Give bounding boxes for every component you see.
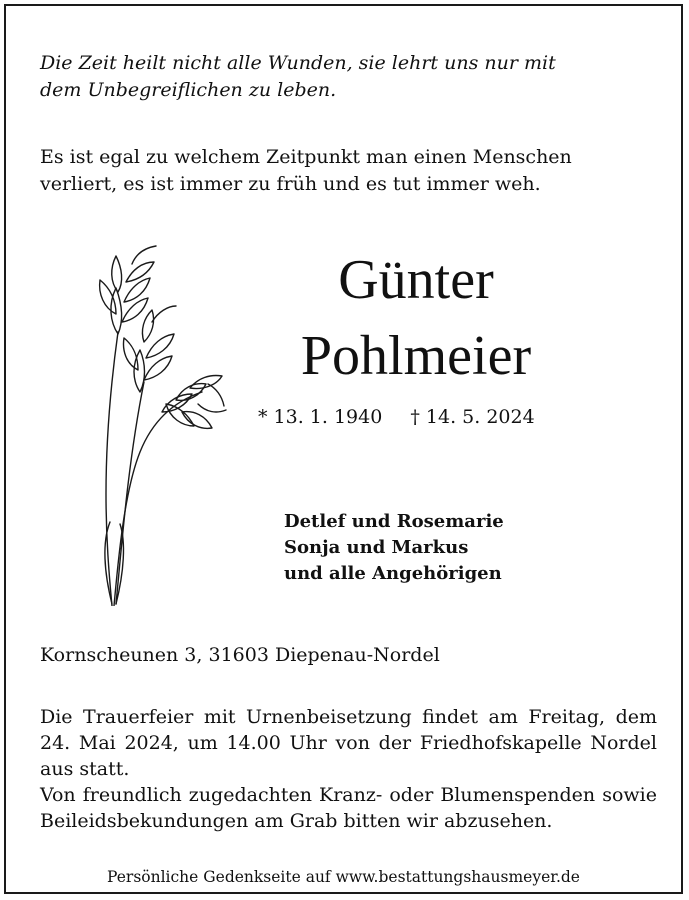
quote-line-2: dem Unbegreiflichen zu leben. xyxy=(40,79,337,101)
ceremony-paragraph-2: Von freundlich zugedachten Kranz- oder Blumenspenden sowie Beileidsbekundungen am Grab bitten wir abzusehen. xyxy=(40,784,657,832)
mourners-list xyxy=(284,509,624,587)
mourners-line-3: und alle Angehörigen xyxy=(284,563,502,584)
mourners-line-1: Detlef und Rosemarie xyxy=(284,511,504,532)
birth-date: * 13. 1. 1940 xyxy=(258,406,383,428)
saying-line-2: verliert, es ist immer zu früh und es tut immer weh. xyxy=(40,173,541,195)
ceremony-notice xyxy=(40,704,657,834)
death-date: † 14. 5. 2024 xyxy=(410,406,535,428)
deceased-last-name: Pohlmeier xyxy=(300,325,532,387)
memorial-saying xyxy=(40,144,660,198)
deceased-first-name: Günter xyxy=(338,249,494,311)
mourners-line-2: Sonja und Markus xyxy=(284,537,469,558)
saying-line-1: Es ist egal zu welchem Zeitpunkt man einen Menschen xyxy=(40,146,572,168)
ceremony-paragraph-1: Die Trauerfeier mit Urnenbeisetzung findet am Freitag, dem 24. Mai 2024, um 14.00 Uhr von der Friedhofskapelle Nordel aus statt. xyxy=(40,706,657,780)
memorial-page-footer: Persönliche Gedenkseite auf www.bestattungshausmeyer.de xyxy=(107,868,580,886)
wheat-icon xyxy=(82,242,232,606)
quote-line-1: Die Zeit heilt nicht alle Wunden, sie lehrt uns nur mit xyxy=(40,52,556,74)
life-dates xyxy=(258,404,618,430)
family-address: Kornscheunen 3, 31603 Diepenau-Nordel xyxy=(40,644,440,666)
obituary-card xyxy=(4,4,683,894)
memorial-quote xyxy=(40,50,640,104)
deceased-name xyxy=(256,242,576,394)
